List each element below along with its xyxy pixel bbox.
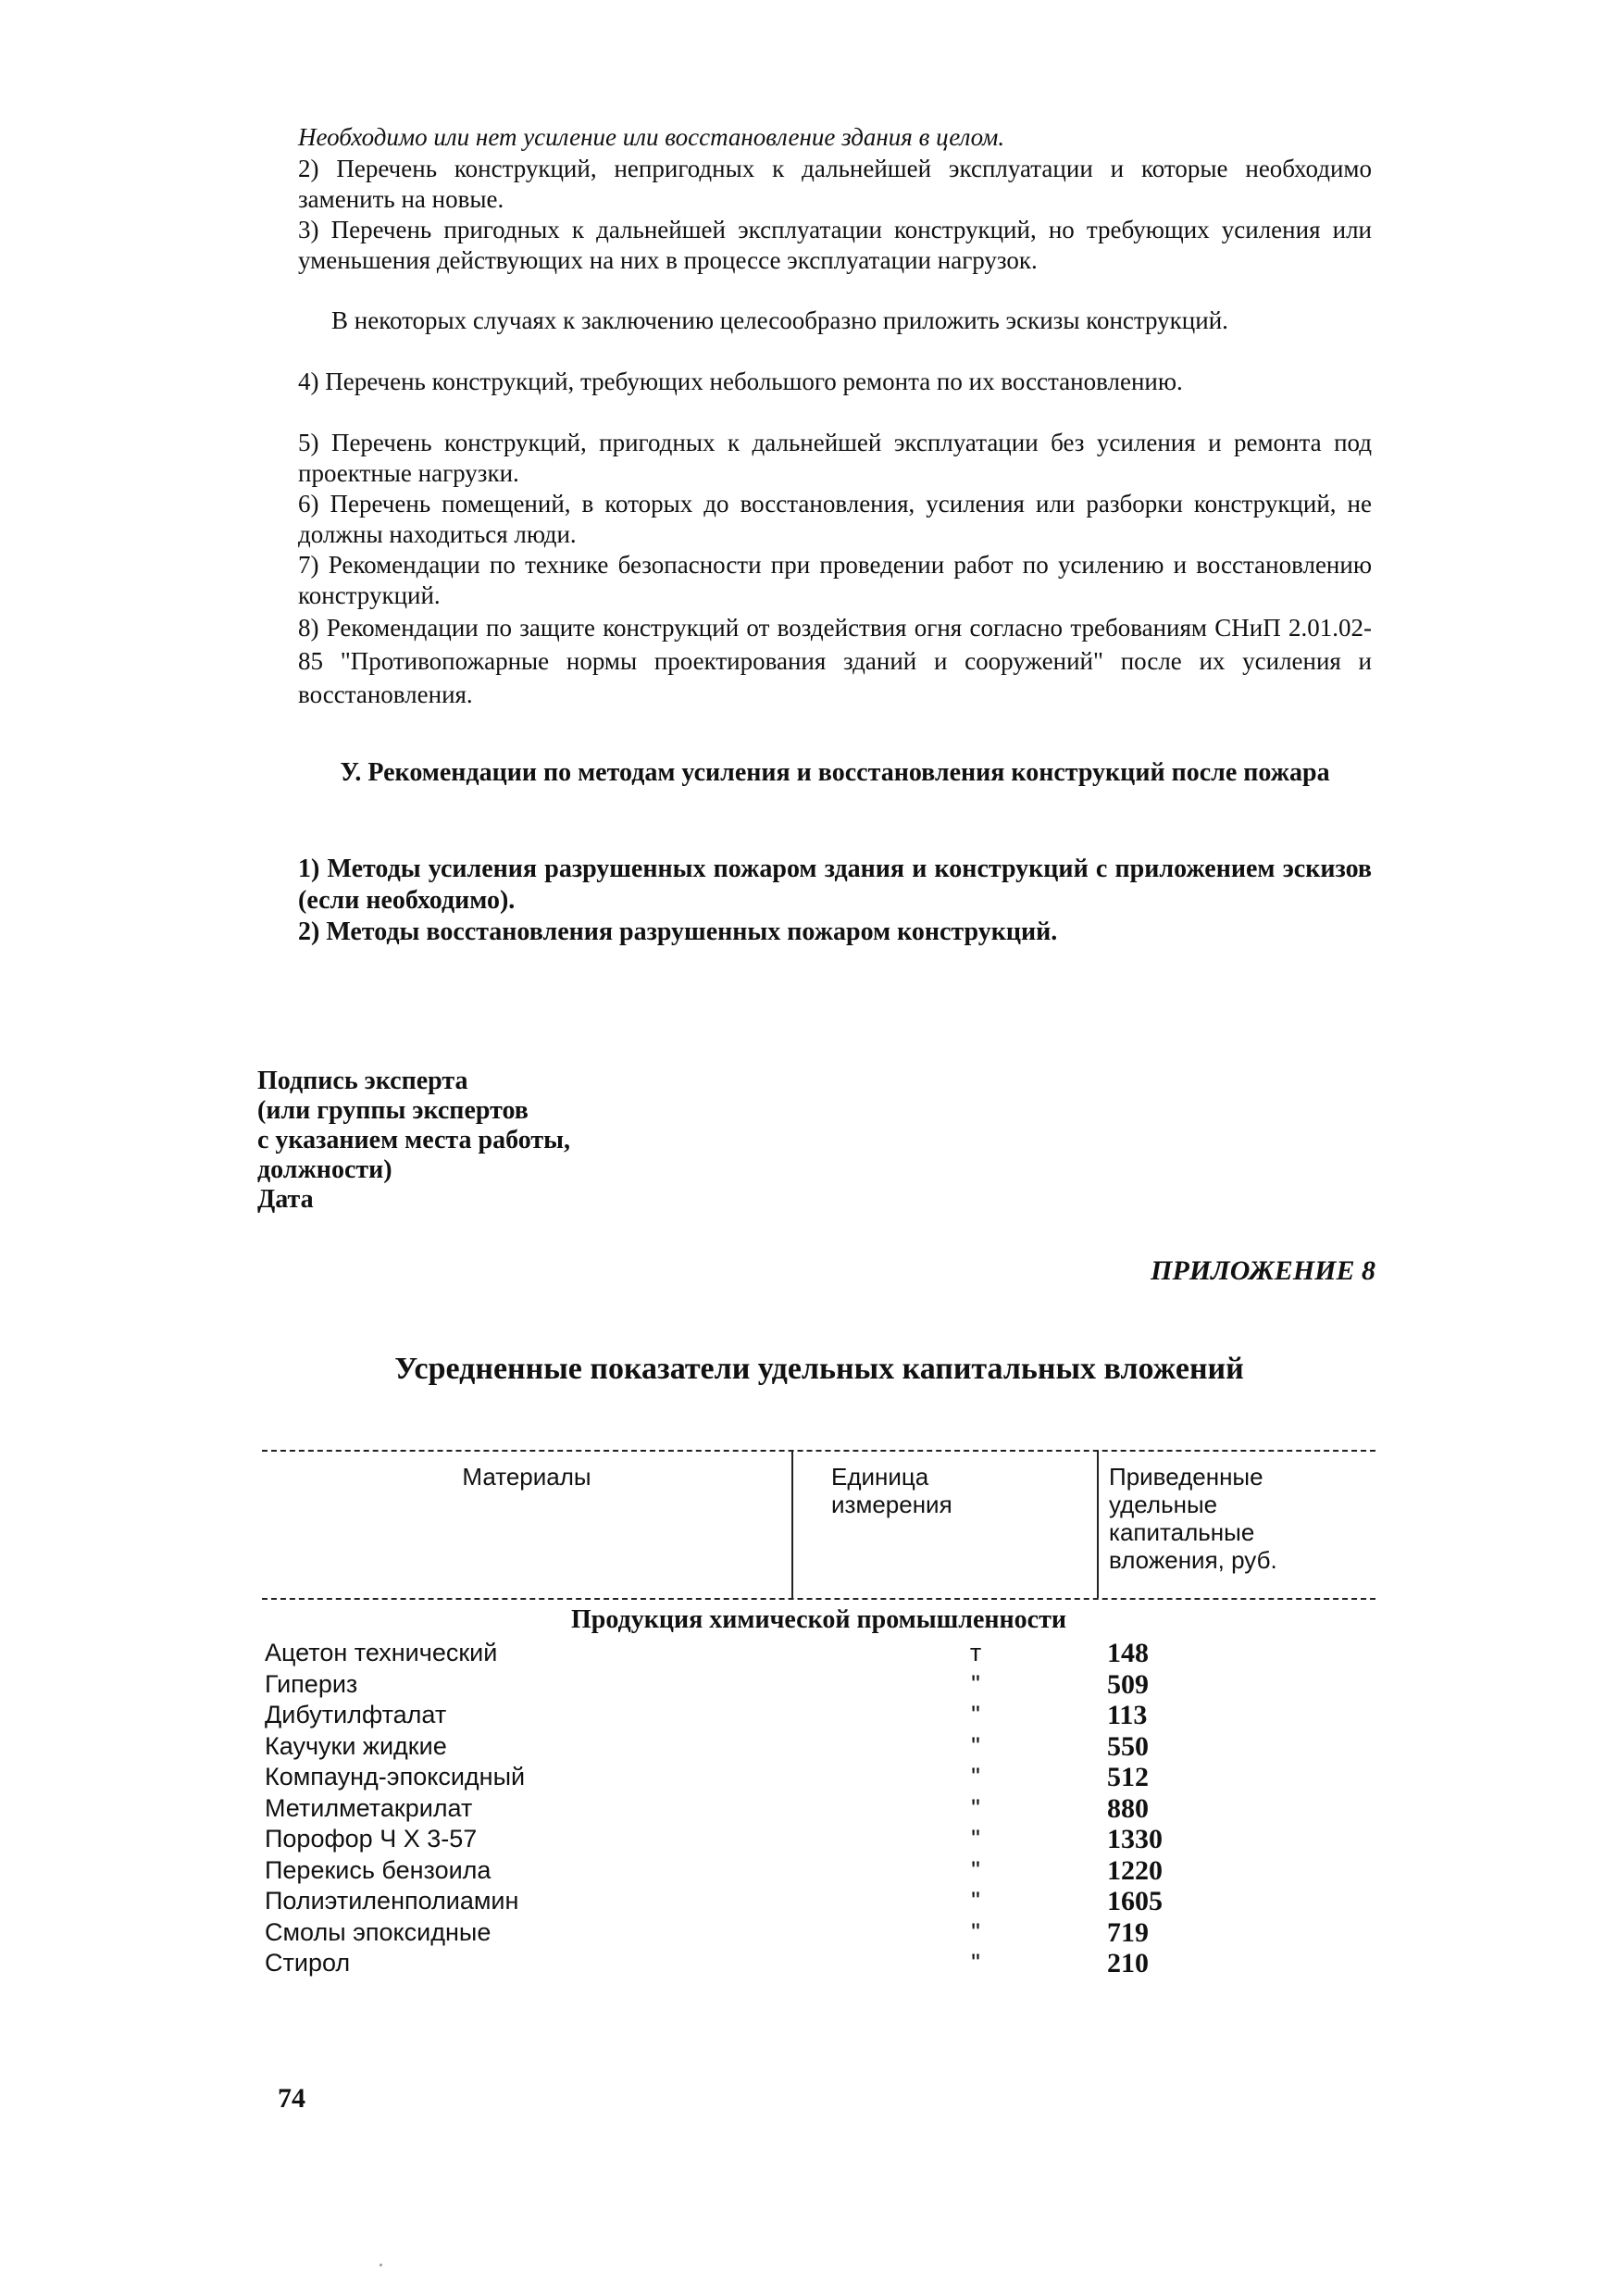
signature-line: (или группы экспертов	[257, 1096, 529, 1125]
material-unit: "	[971, 1763, 980, 1791]
material-value: 509	[1107, 1668, 1149, 1700]
material-unit: "	[971, 1701, 980, 1728]
header-value: Приведенные удельные капитальные вложения, руб.	[1109, 1463, 1277, 1574]
section-item-1: 1) Методы усиления разрушенных пожаром здания и конструкций с приложением эскизов (если необходимо).	[298, 855, 1372, 915]
paragraph-2: 2) Перечень конструкций, непригодных к дальнейшей эксплуатации и которые необходимо заменить на новые.	[298, 155, 1372, 213]
table-divider	[791, 1450, 793, 1598]
material-value: 719	[1107, 1916, 1149, 1948]
material-value: 113	[1107, 1700, 1148, 1730]
table-row	[265, 1824, 1375, 1855]
paragraph-4: В некоторых случаях к заключению целесообразно приложить эскизы конструкций.	[331, 306, 1228, 334]
material-name: Стирол	[265, 1949, 351, 1977]
paragraph-9: 8) Рекомендации по защите конструкций от воздействия огня согласно требованиям СНиП 2.01.02-85 "Противопожарные нормы проектирования зданий и сооружений" после их усиления и восстановления.	[298, 614, 1372, 708]
material-value: 512	[1107, 1762, 1149, 1792]
material-name: Метилметакрилат	[265, 1793, 473, 1822]
signature-line: Подпись эксперта	[257, 1067, 468, 1095]
paragraph-1: Необходимо или нет усиление или восстановление здания в целом.	[298, 123, 1005, 151]
header-unit: Единица измерения	[831, 1463, 952, 1518]
paragraph-5: 4) Перечень конструкций, требующих небольшого ремонта по их восстановлению.	[298, 368, 1183, 395]
table-group-title: Продукция химической промышленности	[571, 1605, 1066, 1634]
material-name: Ацетон технический	[265, 1639, 498, 1666]
material-value: 1605	[1107, 1886, 1163, 1916]
material-unit: "	[971, 1669, 980, 1698]
material-unit: "	[971, 1731, 980, 1760]
material-value: 148	[1107, 1638, 1149, 1668]
material-unit: "	[971, 1825, 980, 1853]
material-value: 550	[1107, 1730, 1149, 1762]
material-name: Перекись бензоила	[265, 1855, 492, 1884]
table-row	[265, 1948, 1375, 1979]
material-value: 880	[1107, 1792, 1149, 1824]
signature-line: должности)	[257, 1155, 392, 1184]
paragraph-6: 5) Перечень конструкций, пригодных к дальнейшей эксплуатации без усиления и ремонта под проектные нагрузки.	[298, 429, 1372, 487]
table-row	[265, 1855, 1375, 1887]
table-row	[265, 1638, 1375, 1669]
table-row	[265, 1700, 1375, 1731]
material-name: Полиэтиленполиамин	[265, 1887, 519, 1915]
table-row	[265, 1917, 1375, 1949]
material-unit: "	[971, 1917, 980, 1946]
table-row	[265, 1669, 1375, 1701]
material-unit: "	[971, 1793, 980, 1822]
page-number: 74	[278, 2083, 305, 2114]
material-unit: "	[971, 1855, 980, 1884]
table-body	[265, 1638, 1375, 1979]
section-item-2: 2) Методы восстановления разрушенных пожаром конструкций.	[298, 917, 1058, 946]
table-divider	[1097, 1450, 1099, 1598]
material-value: 1220	[1107, 1854, 1163, 1886]
material-unit: т	[969, 1639, 982, 1666]
material-name: Порофор Ч Х 3-57	[265, 1825, 478, 1853]
material-name: Каучуки жидкие	[265, 1731, 447, 1760]
signature-line: с указанием места работы,	[257, 1126, 570, 1154]
paragraph-3: 3) Перечень пригодных к дальнейшей эксплуатации конструкций, но требующих усиления или уменьшения действующих на них в процессе эксплуатации нагрузок.	[298, 216, 1372, 274]
material-name: Компаунд-эпоксидный	[265, 1763, 526, 1791]
paragraph-7: 6) Перечень помещений, в которых до восстановления, усиления или разборки конструкций, не должны находиться люди.	[298, 490, 1372, 548]
table-title: Усредненные показатели удельных капитальных вложений	[394, 1352, 1244, 1386]
material-name: Гипериз	[265, 1669, 358, 1698]
material-unit: "	[971, 1949, 980, 1977]
appendix-label: ПРИЛОЖЕНИЕ 8	[1151, 1255, 1375, 1286]
scan-speck	[380, 2264, 382, 2266]
paragraph-8: 7) Рекомендации по технике безопасности при проведении работ по усилению и восстановлению конструкций.	[298, 551, 1372, 609]
table-row	[265, 1731, 1375, 1763]
section-title: У. Рекомендации по методам усиления и восстановления конструкций после пожара	[340, 758, 1330, 787]
header-materials: Материалы	[462, 1463, 591, 1491]
table-row	[265, 1886, 1375, 1917]
table-top-rule	[262, 1450, 1375, 1452]
material-value: 1330	[1107, 1824, 1163, 1854]
table-header-rule	[262, 1598, 1375, 1600]
material-name: Смолы эпоксидные	[265, 1917, 492, 1946]
material-name: Дибутилфталат	[265, 1701, 447, 1728]
table-row	[265, 1762, 1375, 1793]
table-row	[265, 1793, 1375, 1825]
signature-block	[257, 1067, 570, 1215]
signature-date: Дата	[257, 1185, 314, 1214]
material-unit: "	[971, 1887, 980, 1915]
material-value: 210	[1107, 1948, 1149, 1978]
